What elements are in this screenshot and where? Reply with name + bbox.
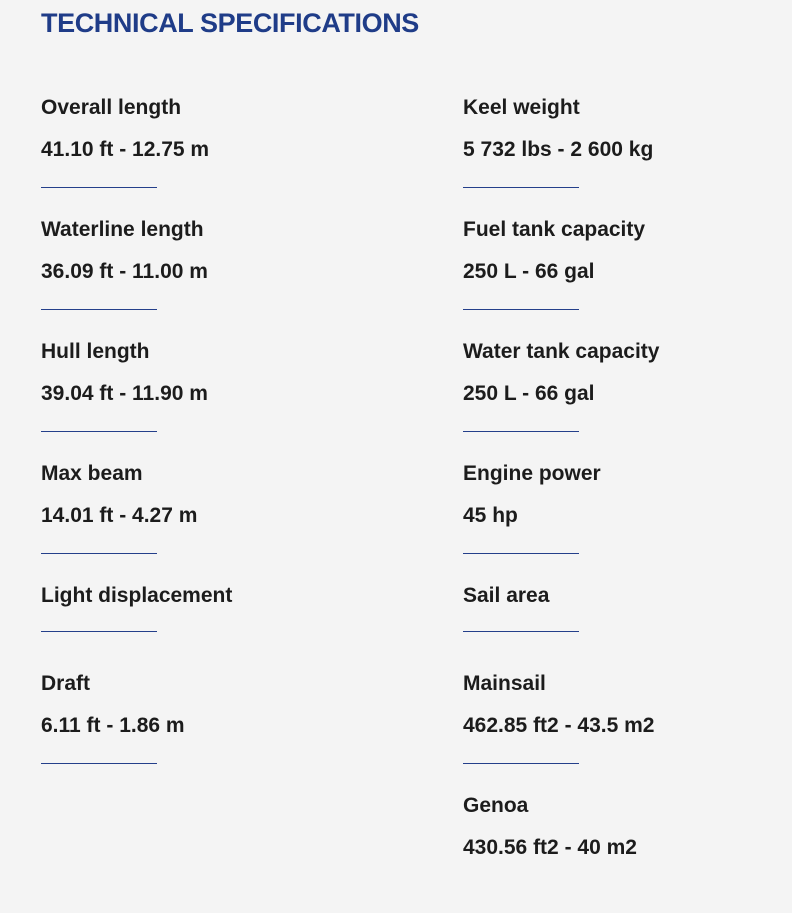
spec-label: Sail area xyxy=(463,584,550,607)
divider-line xyxy=(41,763,157,764)
divider-line xyxy=(463,763,579,764)
specs-right-column xyxy=(463,93,783,913)
divider-line xyxy=(463,631,579,632)
spec-label: Waterline length xyxy=(41,218,204,241)
spec-draft xyxy=(41,669,361,791)
spec-label: Overall length xyxy=(41,96,182,119)
divider-line xyxy=(463,553,579,554)
divider-line xyxy=(41,553,157,554)
spec-value: 39.04 ft - 11.90 m xyxy=(41,382,208,405)
spec-value: 14.01 ft - 4.27 m xyxy=(41,504,198,527)
divider-line xyxy=(463,309,579,310)
spec-label: Water tank capacity xyxy=(463,340,660,363)
divider-line xyxy=(41,309,157,310)
spec-label: Genoa xyxy=(463,794,529,817)
spec-waterline-length xyxy=(41,215,361,337)
spec-value: 5 732 lbs - 2 600 kg xyxy=(463,138,654,161)
spec-label: Max beam xyxy=(41,462,143,485)
spec-light-displacement xyxy=(41,581,361,669)
spec-label: Hull length xyxy=(41,340,150,363)
spec-label: Mainsail xyxy=(463,672,546,695)
spec-label: Light displacement xyxy=(41,584,233,607)
spec-engine-power xyxy=(463,459,783,581)
divider-line xyxy=(463,431,579,432)
spec-sail-area xyxy=(463,581,783,669)
spec-value: 430.56 ft2 - 40 m2 xyxy=(463,836,637,859)
divider-line xyxy=(41,431,157,432)
spec-label: Engine power xyxy=(463,462,601,485)
divider-line xyxy=(41,187,157,188)
spec-max-beam xyxy=(41,459,361,581)
spec-overall-length xyxy=(41,93,361,215)
spec-label: Fuel tank capacity xyxy=(463,218,646,241)
spec-value: 462.85 ft2 - 43.5 m2 xyxy=(463,714,655,737)
spec-keel-weight xyxy=(463,93,783,215)
spec-value: 250 L - 66 gal xyxy=(463,260,595,283)
spec-genoa xyxy=(463,791,783,913)
spec-value: 250 L - 66 gal xyxy=(463,382,595,405)
spec-hull-length xyxy=(41,337,361,459)
spec-water-tank-capacity xyxy=(463,337,783,459)
spec-mainsail xyxy=(463,669,783,791)
spec-label: Keel weight xyxy=(463,96,580,119)
section-title: TECHNICAL SPECIFICATIONS xyxy=(41,8,419,38)
divider-line xyxy=(41,631,157,632)
spec-label: Draft xyxy=(41,672,91,695)
spec-fuel-tank-capacity xyxy=(463,215,783,337)
divider-line xyxy=(463,187,579,188)
spec-value: 36.09 ft - 11.00 m xyxy=(41,260,208,283)
spec-value: 6.11 ft - 1.86 m xyxy=(41,714,185,737)
specs-left-column xyxy=(41,93,361,791)
spec-value: 41.10 ft - 12.75 m xyxy=(41,138,210,161)
spec-value: 45 hp xyxy=(463,504,518,527)
